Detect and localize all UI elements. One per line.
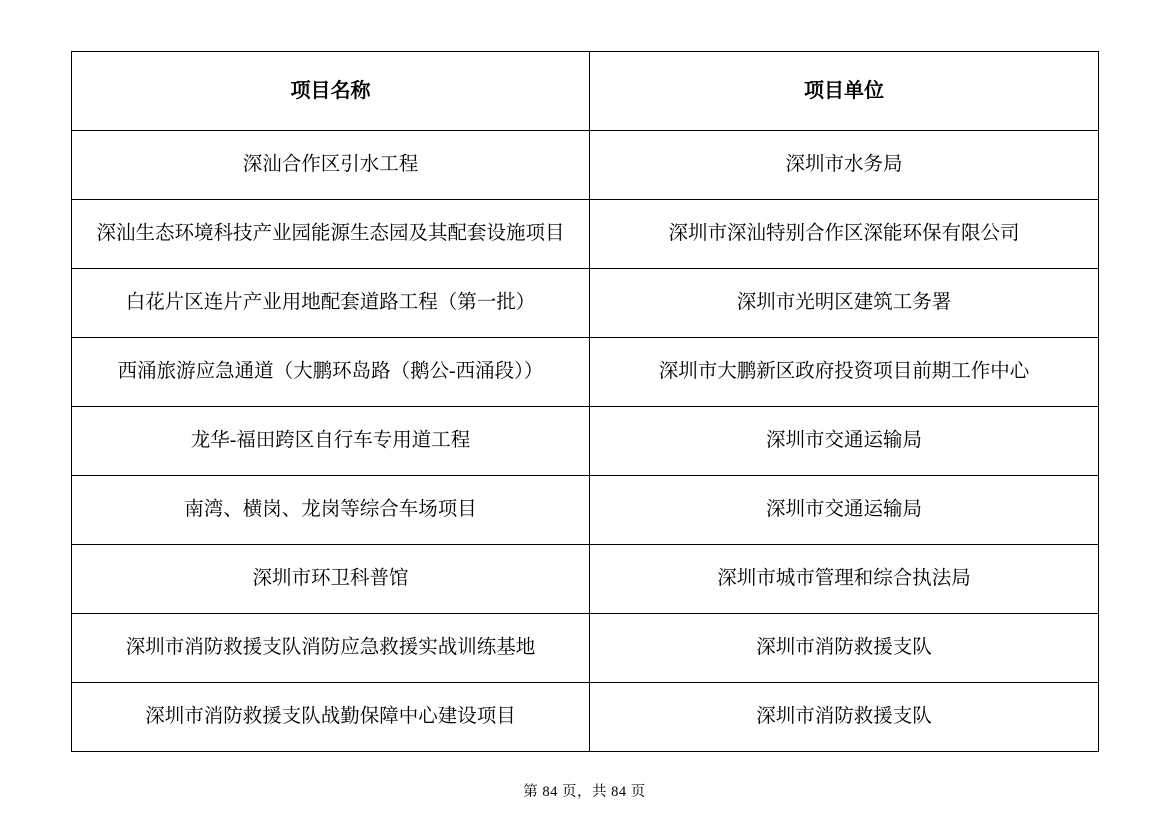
cell-project-name: 白花片区连片产业用地配套道路工程（第一批）	[72, 269, 590, 338]
cell-project-unit: 深圳市交通运输局	[590, 407, 1099, 476]
cell-project-unit: 深圳市大鹏新区政府投资项目前期工作中心	[590, 338, 1099, 407]
table-row	[72, 338, 1099, 407]
table-header-row	[72, 52, 1099, 131]
cell-project-name: 深圳市消防救援支队战勤保障中心建设项目	[72, 683, 590, 752]
page-footer: 第 84 页，共 84 页	[523, 784, 646, 800]
cell-project-name: 西涌旅游应急通道（大鹏环岛路（鹅公-西涌段））	[72, 338, 590, 407]
table-row	[72, 614, 1099, 683]
table-row	[72, 476, 1099, 545]
cell-project-unit: 深圳市光明区建筑工务署	[590, 269, 1099, 338]
cell-project-unit: 深圳市水务局	[590, 131, 1099, 200]
cell-project-unit: 深圳市城市管理和综合执法局	[590, 545, 1099, 614]
column-header-project-unit: 项目单位	[590, 52, 1099, 131]
table-row	[72, 269, 1099, 338]
table-row	[72, 131, 1099, 200]
cell-project-unit: 深圳市消防救援支队	[590, 683, 1099, 752]
cell-project-unit: 深圳市深汕特别合作区深能环保有限公司	[590, 200, 1099, 269]
project-table-container	[71, 51, 1098, 752]
cell-project-name: 深圳市消防救援支队消防应急救援实战训练基地	[72, 614, 590, 683]
cell-project-unit: 深圳市交通运输局	[590, 476, 1099, 545]
cell-project-name: 南湾、横岗、龙岗等综合车场项目	[72, 476, 590, 545]
table-row	[72, 545, 1099, 614]
cell-project-name: 深圳市环卫科普馆	[72, 545, 590, 614]
cell-project-name: 深汕合作区引水工程	[72, 131, 590, 200]
cell-project-name: 深汕生态环境科技产业园能源生态园及其配套设施项目	[72, 200, 590, 269]
table-row	[72, 200, 1099, 269]
table-row	[72, 407, 1099, 476]
project-table	[71, 51, 1099, 752]
column-header-project-name: 项目名称	[72, 52, 590, 131]
cell-project-name: 龙华-福田跨区自行车专用道工程	[72, 407, 590, 476]
cell-project-unit: 深圳市消防救援支队	[590, 614, 1099, 683]
table-row	[72, 683, 1099, 752]
